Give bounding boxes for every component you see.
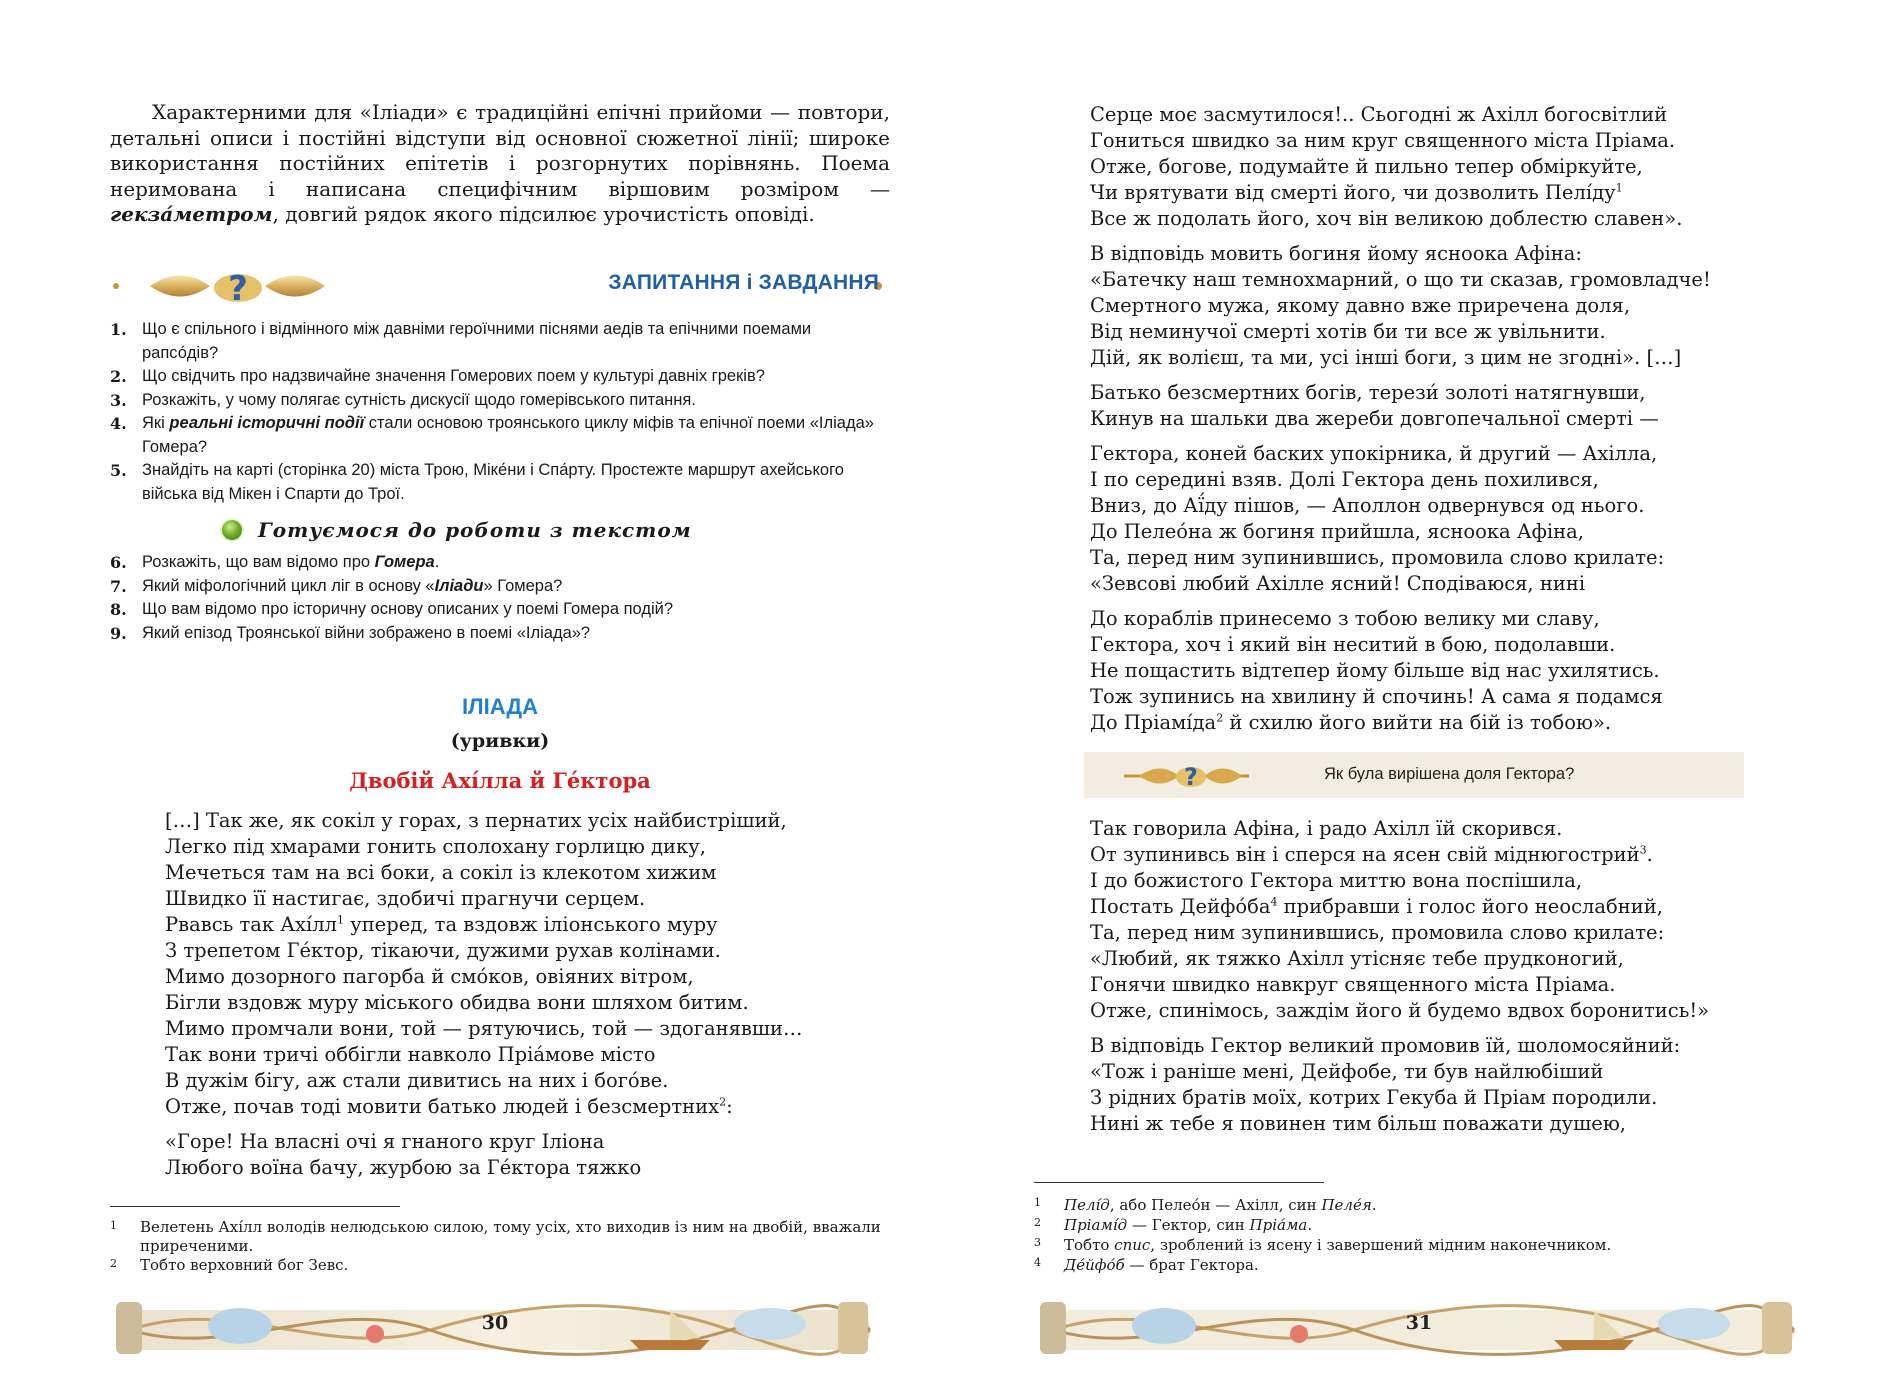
footnote-term: Пеле́я [1321,1196,1372,1214]
verse-line: […] Так же, як сокіл у горах, з пернатих усіх найбистріший, [165,809,787,832]
prep-questions-list [110,551,890,645]
footnote [1034,1215,1814,1235]
verse-line: В відповідь мовить богиня йому ясноока Афіна: [1090,242,1582,265]
verse-line: З рідних братів моїх, котрих Гекуба й Пріам породили. [1090,1086,1658,1109]
question-text-end: . [434,553,440,571]
question-number: 5. [110,461,127,480]
footnote-number: 4 [1034,1256,1041,1269]
question-number: 2. [110,367,127,386]
question-emphasis: Гомера [374,553,435,571]
verse-line: Кинув на шальки два жереби довгопечальної смерті — [1090,407,1659,430]
verse-line: Так вони тричі оббігли навколо Пріа́мове місто [165,1043,656,1066]
footnote [1034,1195,1814,1215]
footnote-number: 3 [1034,1236,1041,1249]
verse-line: Та, перед ним зупинившись, промовила слово крилате: [1090,921,1665,944]
verse-line: «Горе! На власні очі я гнаного круг Іліона [165,1130,605,1153]
section-title: Двобій Ахі́лла й Ге́ктора [349,768,651,793]
verse-text: Отже, почав тоді мовити батько людей і безсмертних [165,1095,720,1118]
verse-block [1090,816,1709,1146]
verse-line: Мимо дозорного пагорба й смо́ков, овіяних вітром, [165,965,694,988]
svg-text:?: ? [228,269,248,306]
verse-line [165,912,802,938]
intro-text: Характерними для «Іліади» є традиційні епічні прийоми — повтори, детальні описи і постійні відступи від основної сюжетної лінії; широке використання постійних епітетів і розгорнутих порівнянь. Поема неримована і написана специфічним віршовим розміром — [110,100,890,201]
list-item [110,598,890,622]
page-number: 31 [1405,1312,1433,1334]
verse-line: Батько безсмертних богів, терези́ золоті натягнувши, [1090,381,1646,404]
green-bullet-icon [222,520,242,540]
list-item [110,389,890,413]
stanza [1090,441,1711,597]
verse-line: Любого воїна бачу, журбою за Ге́ктора тяжко [165,1156,642,1179]
question-text: Які [142,414,170,432]
verse-line: Від неминучої смерті хотів би ти все ж увільнити. [1090,320,1606,343]
footnotes [110,1218,890,1275]
verse-line: Легко під хмарами гонить сполохану горлицю дику, [165,835,706,858]
verse-text-end: уперед, та вздовж іліонського муру [344,913,718,936]
question-number: 4. [110,414,127,433]
verse-line: В дужім бігу, аж стали дивитись на них і бого́ве. [165,1069,669,1092]
verse-line: Та, перед ним зупинившись, промовила слово крилате: [1090,546,1665,569]
verse-text-end: . [1646,843,1653,866]
footnote-text: — Гектор, син [1127,1216,1250,1234]
question-text: Розкажіть, що вам відомо про [142,553,375,571]
intro-text-end: , довгий рядок якого підсилює урочистість оповіді. [272,202,815,226]
footnote-ref: 4 [1270,895,1278,909]
verse-line: Дій, як волієш, та ми, усі інші боги, з цим не згодні». […] [1090,346,1682,369]
stanza [165,808,802,1120]
footer-ornament [1034,1290,1804,1360]
question-text: Який епізод Троянської війни зображено в поемі «Іліада»? [142,623,591,642]
svg-text:?: ? [1184,763,1198,791]
verse-text: От зупинивсь він і сперся на ясен свій міднюгострий [1090,843,1640,866]
verse-text: Рвавсь так Ахі́лл [165,913,338,936]
footnote-number: 2 [1034,1216,1041,1229]
verse-line: Гонячи швидко навкруг священного міста Пріама. [1090,973,1616,996]
footnote-ref: 1 [337,913,345,927]
stanza [1090,816,1709,1024]
footnote-ref: 2 [719,1095,727,1109]
footnote-divider [110,1206,400,1207]
verse-block [1090,102,1711,745]
verse-line: Мимо промчали вони, той — рятуючись, той — здоганявши… [165,1017,803,1040]
verse-line: В відповідь Гектор великий промовив їй, шоломосяйний: [1090,1034,1681,1057]
verse-line [165,1094,802,1120]
intro-paragraph [110,100,890,228]
question-text-end: стали основою троянського циклу міфів та епічної поеми «Іліада» Гомера? [142,414,874,456]
verse-line: Серце моє засмутилося!.. Сьогодні ж Ахілл богосвітлий [1090,103,1668,126]
verse-line: Отже, спинімось, заждім його й будемо вдвох боронитись!» [1090,999,1710,1022]
question-emphasis: Іліади [434,576,484,595]
page-number: 30 [481,1312,509,1334]
verse-line: Все ж подолать його, хоч він великою доблестю славен». [1090,207,1683,230]
list-item [110,412,890,459]
footnote [1034,1255,1814,1275]
list-item [110,575,890,599]
questions-banner-title: ЗАПИТАННЯ і ЗАВДАННЯ [608,271,879,294]
verse-line: «Тож і раніше мені, Дейфобе, ти був найлюбіший [1090,1060,1604,1083]
verse-line: І до божистого Гектора миттю вона поспішила, [1090,869,1583,892]
question-number: 9. [110,623,127,643]
verse-line: Отже, богове, подумайте й пильно тепер обміркуйте, [1090,155,1643,178]
footnote-text-end: . [1371,1196,1377,1214]
footnotes [1034,1195,1814,1275]
verse-line: Тож зупинись на хвилину й спочинь! А сама я подамся [1090,685,1663,708]
footnote-text-end: . [1307,1216,1313,1234]
verse-line: Гониться швидко за ним круг священного міста Пріама. [1090,129,1676,152]
stanza [165,1129,802,1181]
verse-text-end: прибравши і голос його неослабний, [1277,895,1663,918]
verse-line: «Батечку наш темнохмарний, о що ти сказав, громовладче! [1090,268,1711,291]
verse-line: «Любий, як тяжко Ахілл утісняє тебе прудконогий, [1090,947,1624,970]
footnote-term: Пелі́д [1064,1196,1110,1214]
list-item [110,459,890,506]
right-page [952,0,1904,1400]
footnote-number: 1 [1034,1196,1041,1209]
footnote [110,1256,890,1275]
verse-line: І по середині взяв. Долі Гектора день похилився, [1090,468,1599,491]
list-item [110,318,890,365]
question-number: 3. [110,390,127,410]
footnote-number: 1 [110,1219,117,1232]
footnote-text: Тобто верховний бог Зевс. [140,1256,349,1274]
verse-line [1090,894,1709,920]
question-emphasis: реальні історичні події [169,414,365,432]
questions-list [110,318,890,506]
question-text: Знайдіть на карті (сторінка 20) міста Трою, Міке́ни і Спа́рту. Простежте маршрут ахейського війська від Мікен і Спарти до Трої. [142,461,844,503]
verse-line: З трепетом Ге́ктор, тікаючи, дужими рухав колінами. [165,939,721,962]
verse-line: Швидко її настигає, здобичі прагнучи серцем. [165,887,646,910]
poem-title: ІЛІАДА [462,694,538,719]
verse-line: Вниз, до Аї́ду пішов, — Аполлон одвернувся од нього. [1090,494,1645,517]
footnote-ref: 3 [1639,843,1647,857]
list-item [110,551,890,575]
footnote-ref: 1 [1615,181,1623,195]
poem-subtitle: (уривки) [450,730,550,752]
verse-text: Постать Дейфо́ба [1090,895,1271,918]
footnote-term: Пріамі́д [1064,1216,1128,1234]
verse-line: Так говорила Афіна, і радо Ахілл їй скорився. [1090,817,1563,840]
question-text: Який міфологічний цикл ліг в основу « [142,576,435,595]
footnote-text-end: , зроблений із ясену і завершений мідним наконечником. [1150,1236,1612,1254]
verse-text: До Пріамі́да [1090,711,1217,734]
stanza [1090,241,1711,371]
footnote-term: спис [1114,1236,1151,1254]
intro-term: гекза́метром [110,202,273,226]
footnote-text: — брат Гектора. [1124,1256,1259,1274]
footnote-number: 2 [110,1257,117,1270]
verse-line: Гектора, коней баских упокірника, й другий — Ахілла, [1090,442,1658,465]
verse-line: «Зевсові любий Ахілле ясний! Сподіваюся, нині [1090,572,1586,595]
question-number: 8. [110,600,127,619]
verse-line: До Пелео́на ж богиня прийшла, ясноока Афіна, [1090,520,1584,543]
verse-line: Гектора, хоч і який він неситий в бою, подолавши. [1090,633,1616,656]
verse-line: Бігли вздовж муру міського обидва вони шляхом битим. [165,991,749,1014]
stanza [1090,380,1711,432]
verse-text-end: : [726,1095,733,1118]
callout-question: Як була вирішена доля Гектора? [1324,765,1575,783]
footnote [110,1218,890,1256]
verse-text: Чи врятувати від смерті його, чи дозволить Пелі́ду [1090,181,1616,204]
footnote-text: , або Пелео́н — Ахілл, син [1109,1196,1322,1214]
question-text: Що вам відомо про історичну основу описаних у поемі Гомера подій? [142,600,674,618]
verse-line [1090,710,1711,736]
question-text-end: » Гомера? [483,576,563,595]
footnote-term: Де́йфо́б [1064,1256,1125,1274]
verse-line: Смертного мужа, якому давно вже приречена доля, [1090,294,1631,317]
stanza [1090,102,1711,232]
footnote-term: Пріа́ма [1249,1216,1308,1234]
question-number: 1. [110,320,127,339]
questions-banner [110,262,885,306]
footnote-text: Велетень Ахі́лл володів нелюдською силою, тому усіх, хто виходив із ним на двобій, вважали приреченими. [140,1218,881,1255]
verse-block [165,808,802,1190]
footnote-ref: 2 [1216,711,1224,725]
stanza [1090,1033,1709,1137]
prep-heading: Готуємося до роботи з текстом [258,518,692,542]
question-number: 6. [110,553,127,572]
verse-line: До кораблів принесемо з тобою велику ми славу, [1090,607,1600,630]
question-text: Що є спільного і відмінного між давніми героїчними піснями аедів та епічними поемами рапсо́дів? [142,320,812,362]
verse-line: Мечеться там на всі боки, а сокіл із клекотом хижим [165,861,717,884]
verse-line: Нині ж тебе я повинен тим більш поважати душею, [1090,1112,1626,1135]
stanza [1090,606,1711,736]
footer-ornament [110,1290,880,1360]
question-mark-icon [1124,752,1254,798]
footnote-divider [1034,1182,1324,1183]
question-text: Розкажіть, у чому полягає сутність дискусії щодо гомерівського питання. [142,390,696,409]
question-number: 7. [110,576,127,596]
list-item [110,365,890,389]
footnote-text: Тобто [1064,1236,1115,1254]
list-item [110,622,890,646]
verse-line [1090,842,1709,868]
verse-text-end: й схилю його вийти на бій із тобою». [1223,711,1612,734]
question-callout [1084,752,1744,798]
question-text: Що свідчить про надзвичайне значення Гомерових поем у культурі давніх греків? [142,367,765,385]
footnote [1034,1235,1814,1255]
verse-line [1090,180,1711,206]
verse-line: Не пощастить відтепер йому більше від нас ухилятись. [1090,659,1660,682]
